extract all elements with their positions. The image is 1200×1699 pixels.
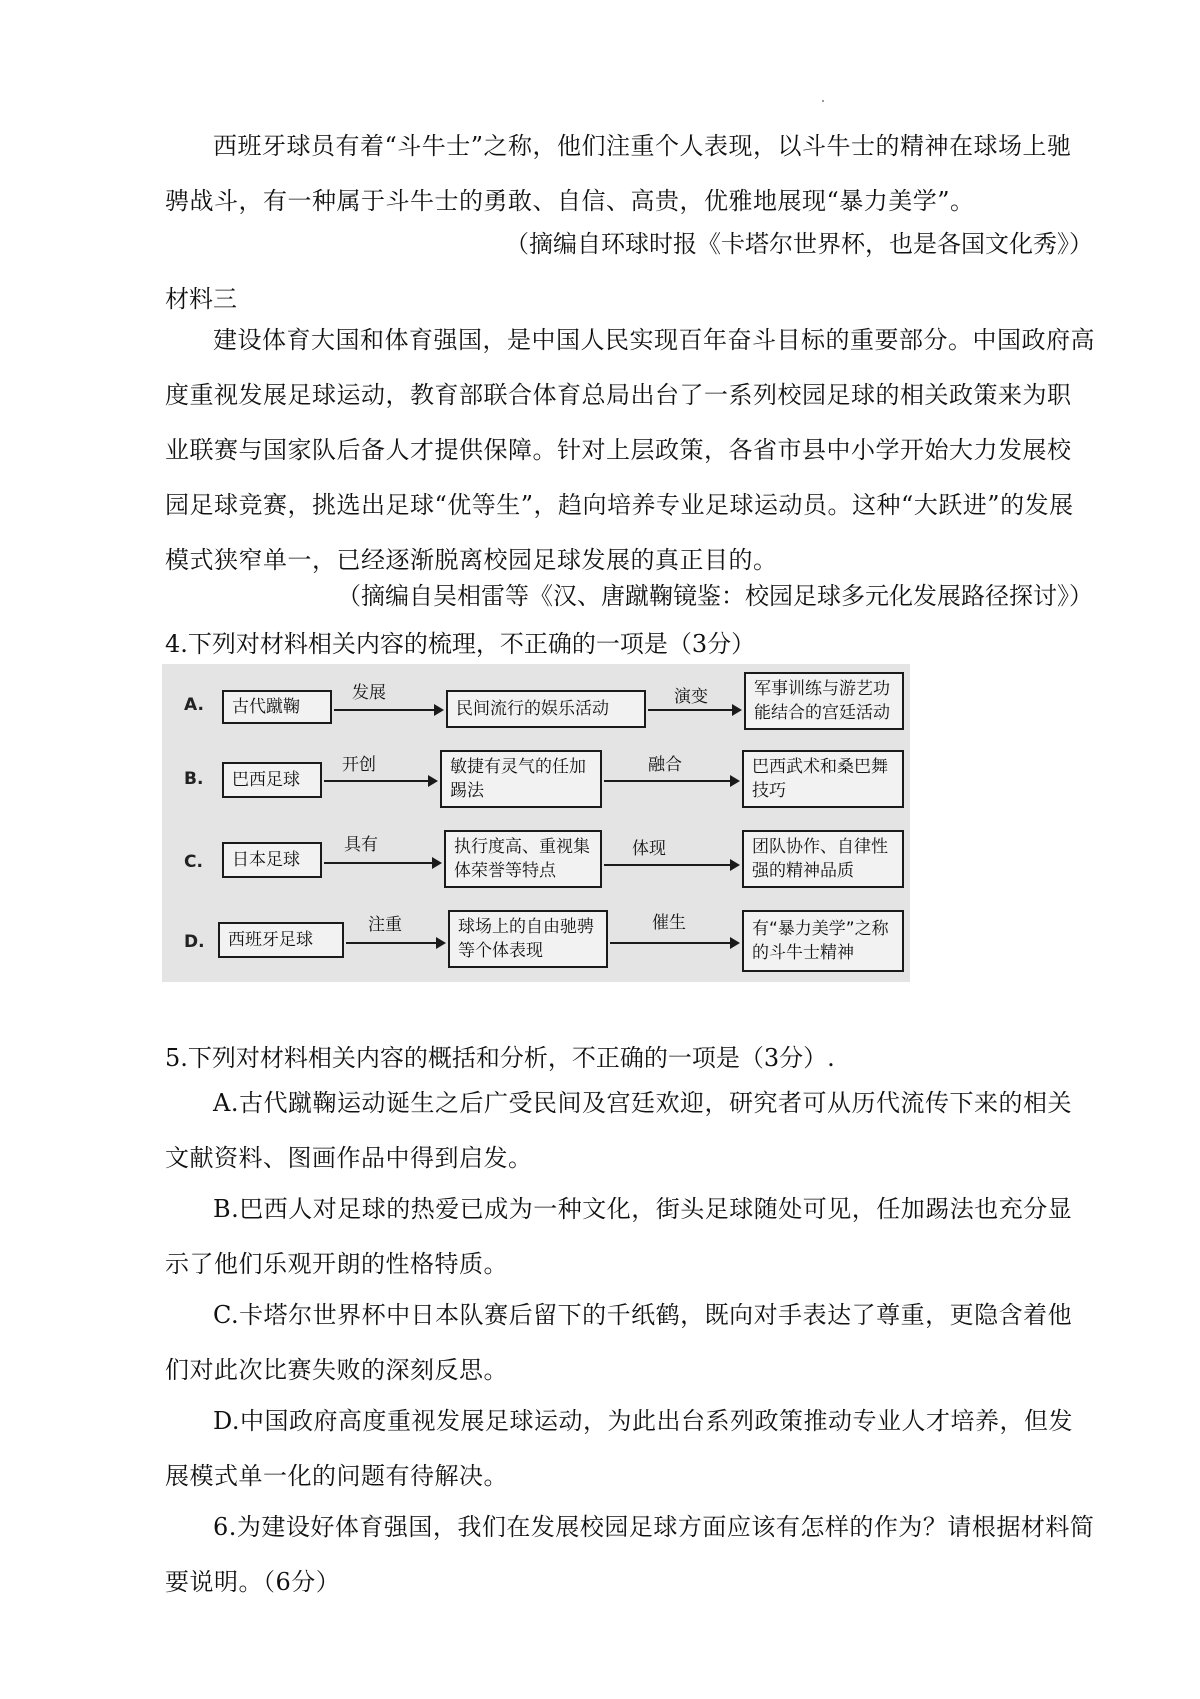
paragraph-material-three: 建设体育大国和体育强国，是中国人民实现百年奋斗目标的重要部分。中国政府高度重视发展足球运动，教育部联合体育总局出台了一系列校园足球的相关政策来为职业联赛与国家队后备人才提供保障。针对上层政策，各省市县中小学开始大力发展校园足球竞赛，挑选出足球“优等生”，趋向培养专业足球运动员。这种“大跃进”的发展模式狭窄单一，已经逐渐脱离校园足球发展的真正目的。	[165, 326, 1095, 574]
flow-box-result: 军事训练与游艺功能结合的宫廷活动	[744, 672, 904, 730]
question-5-option-b: B.巴西人对足球的热爱已成为一种文化，街头足球随处可见，任加踢法也充分显示了他们乐观开朗的性格特质。	[165, 1195, 1073, 1278]
arrow-icon	[648, 709, 740, 711]
source-citation-1: （摘编自环球时报《卡塔尔世界杯，也是各国文化秀》）	[505, 230, 1093, 258]
flow-box-middle: 球场上的自由驰骋等个体表现	[448, 910, 608, 968]
flow-row-c	[162, 824, 910, 896]
paragraph-spain: 西班牙球员有着“斗牛士”之称，他们注重个人表现，以斗牛士的精神在球场上驰骋战斗，有一种属于斗牛士的勇敢、自信、高贵，优雅地展现“暴力美学”。	[165, 132, 1072, 215]
material-three-title: 材料三	[165, 285, 237, 313]
question-5-option-c: C.卡塔尔世界杯中日本队赛后留下的千纸鹤，既向对手表达了尊重，更隐含着他们对此次比赛失败的深刻反思。	[165, 1301, 1073, 1384]
flow-box-subject: 西班牙足球	[218, 922, 344, 958]
flow-verb-2: 体现	[632, 839, 666, 859]
flow-verb-1: 注重	[368, 915, 402, 935]
scan-dot	[822, 100, 824, 102]
option-label: C.	[184, 852, 203, 872]
question-5-stem: 5.下列对材料相关内容的概括和分析，不正确的一项是（3分）.	[165, 1044, 835, 1072]
question-5-option-a: A.古代蹴鞠运动诞生之后广受民间及宫廷欢迎，研究者可从历代流传下来的相关文献资料、图画作品中得到启发。	[165, 1089, 1072, 1172]
flow-verb-2: 演变	[674, 687, 708, 707]
flow-box-subject: 日本足球	[222, 842, 322, 878]
arrow-icon	[604, 864, 738, 866]
flow-box-result: 巴西武术和桑巴舞技巧	[742, 750, 904, 808]
arrow-icon	[346, 942, 444, 944]
flow-box-middle: 敏捷有灵气的任加踢法	[440, 750, 602, 808]
arrow-icon	[324, 862, 440, 864]
arrow-icon	[610, 942, 738, 944]
option-label: A.	[184, 695, 204, 715]
flow-verb-1: 具有	[344, 835, 378, 855]
flow-verb-2: 催生	[652, 913, 686, 933]
flow-box-subject: 巴西足球	[222, 762, 322, 798]
source-citation-2: （摘编自吴相雷等《汉、唐蹴鞠镜鉴：校园足球多元化发展路径探讨》）	[337, 582, 1093, 610]
flow-box-result: 团队协作、自律性强的精神品质	[742, 830, 904, 888]
flow-verb-1: 开创	[342, 755, 376, 775]
flow-verb-2: 融合	[648, 755, 682, 775]
flow-box-subject: 古代蹴鞠	[222, 690, 332, 724]
flow-row-b	[162, 746, 910, 818]
flow-row-d	[162, 902, 910, 974]
question-4-flowchart	[162, 664, 910, 982]
flow-box-middle: 民间流行的娱乐活动	[446, 690, 646, 728]
option-label: B.	[184, 769, 204, 789]
question-4-stem: 4.下列对材料相关内容的梳理，不正确的一项是（3分）	[165, 630, 756, 658]
flow-verb-1: 发展	[352, 683, 386, 703]
question-5-option-d: D.中国政府高度重视发展足球运动，为此出台系列政策推动专业人才培养，但发展模式单一化的问题有待解决。	[165, 1407, 1074, 1490]
arrow-icon	[334, 709, 442, 711]
question-6-stem: 6.为建设好体育强国，我们在发展校园足球方面应该有怎样的作为？请根据材料简要说明。（6分）	[165, 1513, 1095, 1596]
flow-box-result: 有“暴力美学”之称的斗牛士精神	[742, 910, 904, 972]
arrow-icon	[324, 780, 436, 782]
arrow-icon	[604, 780, 738, 782]
flow-row-a	[162, 672, 910, 744]
option-label: D.	[184, 932, 205, 952]
flow-box-middle: 执行度高、重视集体荣誉等特点	[444, 830, 602, 888]
